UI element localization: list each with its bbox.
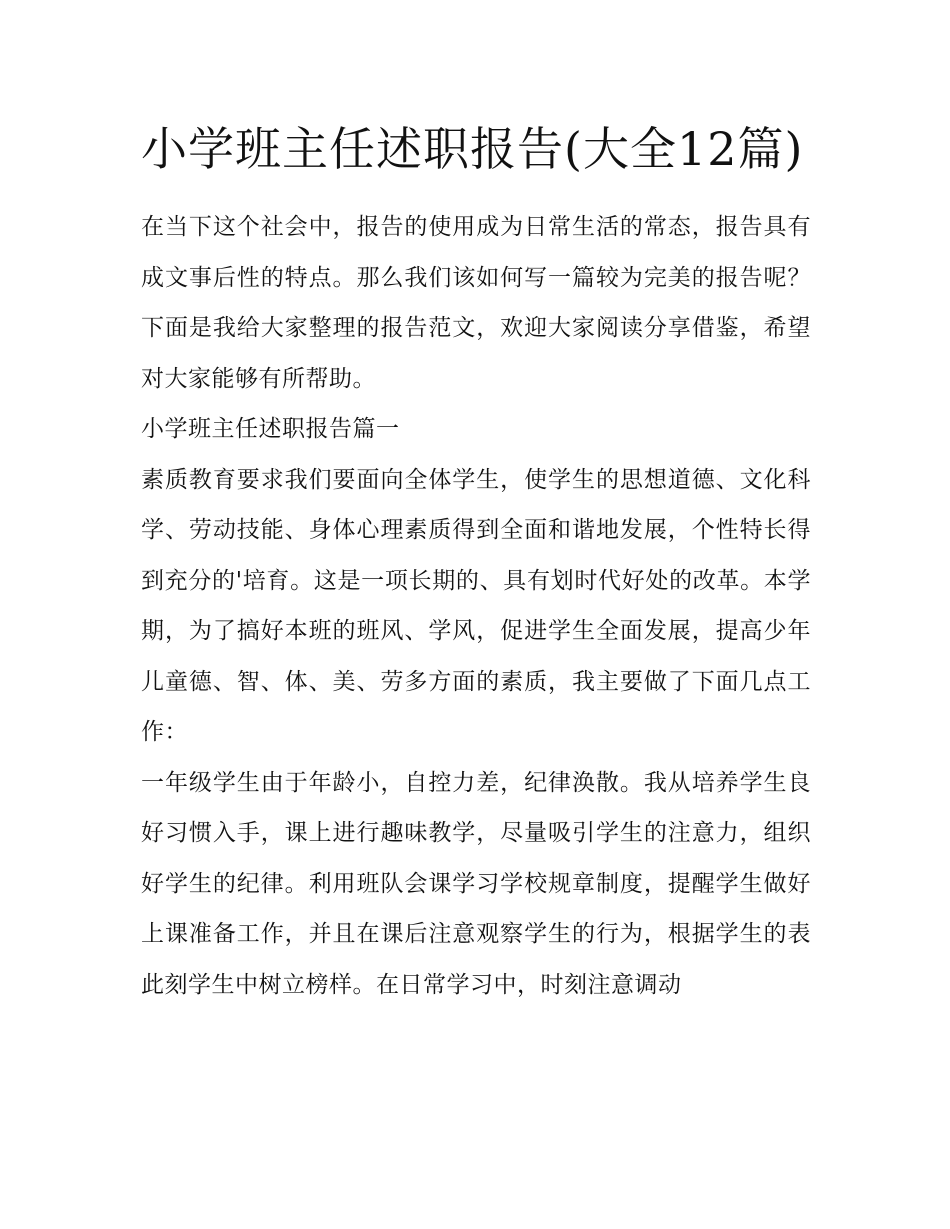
section-heading: 小学班主任述职报告篇一 <box>141 416 400 442</box>
document-page <box>141 118 811 1010</box>
document-title: 小学班主任述职报告(大全12篇) <box>141 122 804 176</box>
intro-paragraph: 在当下这个社会中，报告的使用成为日常生活的常态，报告具有成文事后性的特点。那么我们该如何写一篇较为完美的报告呢？下面是我给大家整理的报告范文，欢迎大家阅读分享借鉴，希望对大家能够有所帮助。 <box>141 214 811 392</box>
body-paragraph: 一年级学生由于年龄小，自控力差，纪律涣散。我从培养学生良好习惯入手，课上进行趣味教学，尽量吸引学生的注意力，组织好学生的纪律。利用班队会课学习学校规章制度，提醒学生做好上课准备工作，并且在课后注意观察学生的行为，根据学生的表此刻学生中树立榜样。在日常学习中，时刻注意调动 <box>141 769 811 998</box>
body-paragraph: 素质教育要求我们要面向全体学生，使学生的思想道德、文化科学、劳动技能、身体心理素质得到全面和谐地发展，个性特长得到充分的'培育。这是一项长期的、具有划时代好处的改革。本学期，为了搞好本班的班风、学风，促进学生全面发展，提高少年儿童德、智、体、美、劳多方面的素质，我主要做了下面几点工作： <box>141 466 811 745</box>
